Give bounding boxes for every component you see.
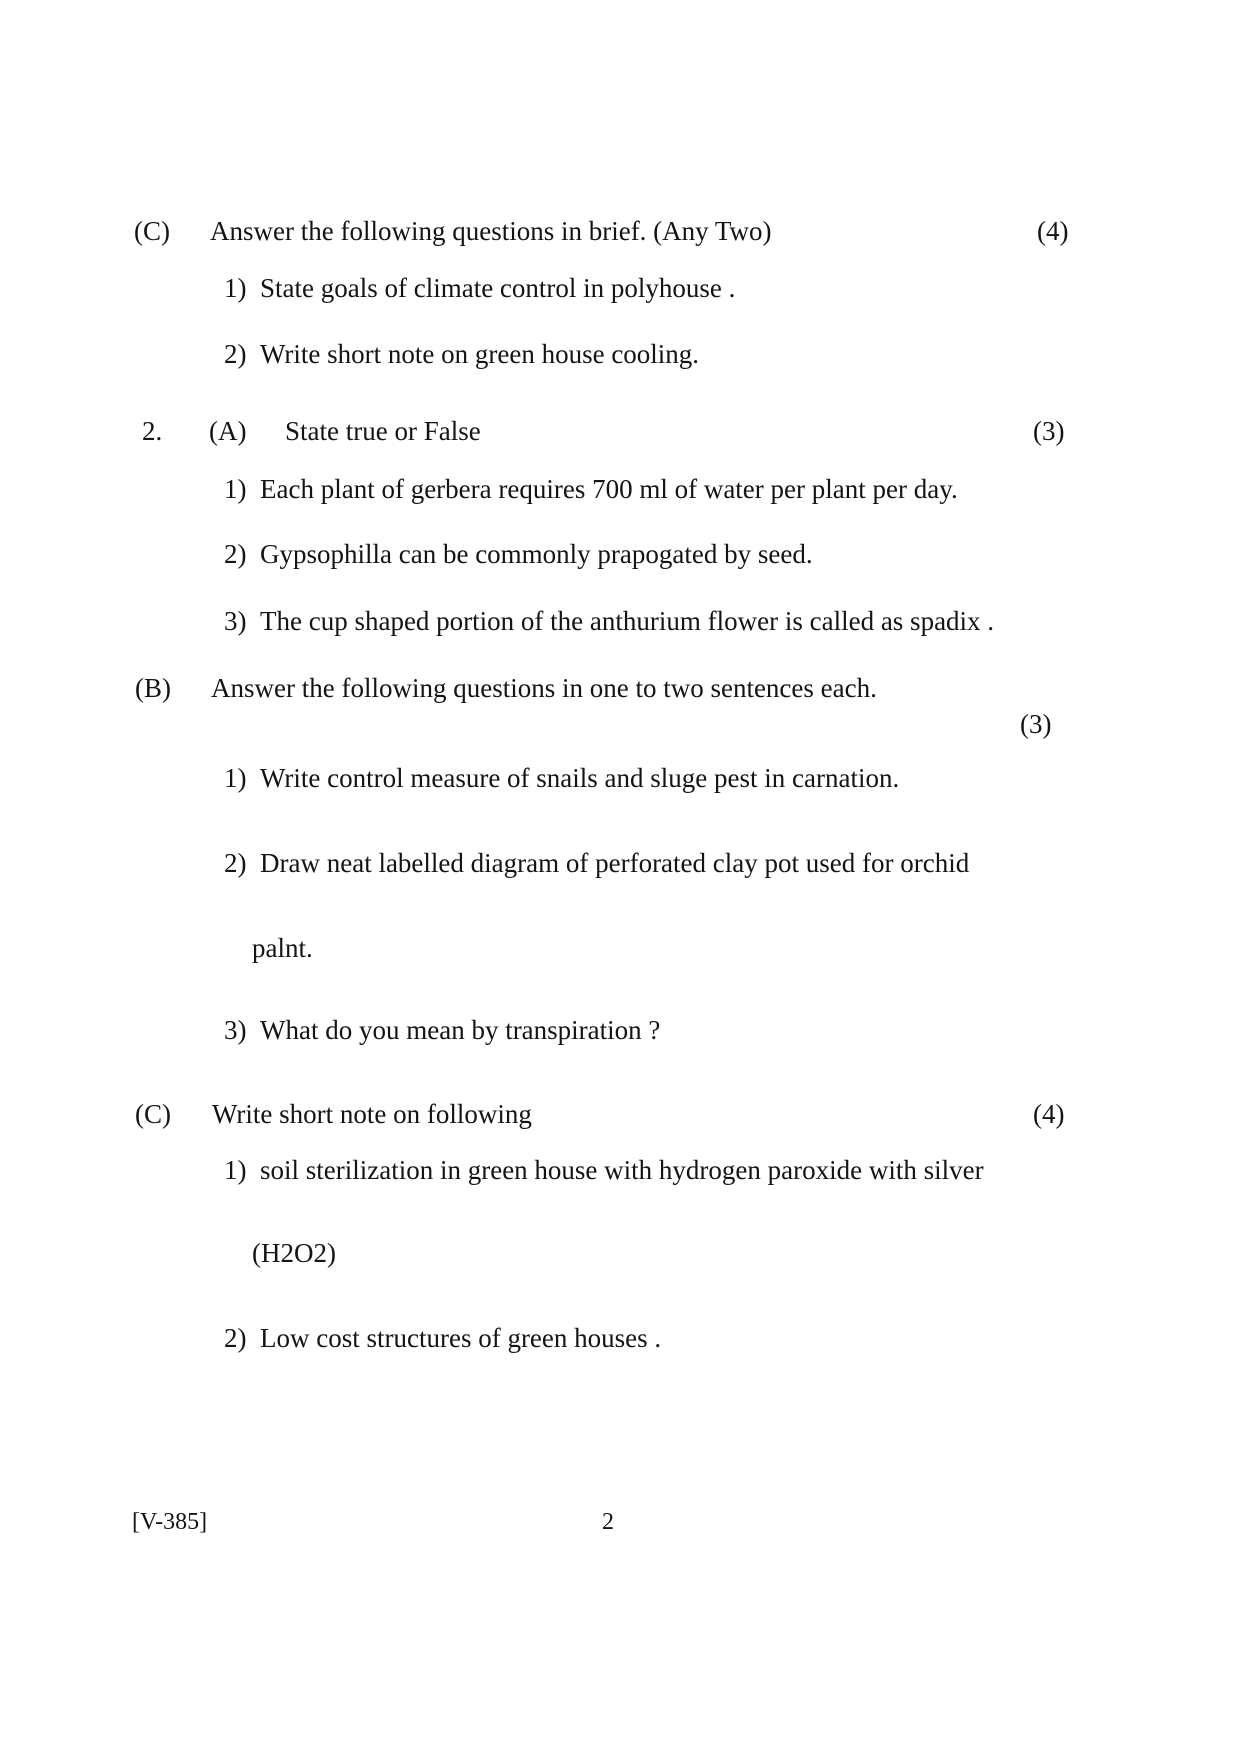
q2a-item-2-text: Gypsophilla can be commonly prapogated by seed. bbox=[260, 539, 813, 569]
q2b-item-2-text: Draw neat labelled diagram of perforated clay pot used for orchid bbox=[260, 848, 970, 878]
page-number: 2 bbox=[602, 1509, 614, 1535]
q2b-item-1-text: Write control measure of snails and sluge pest in carnation. bbox=[260, 763, 900, 793]
q1c-item-1-num: 1) bbox=[224, 273, 247, 303]
q2c-item-1-num: 1) bbox=[224, 1155, 247, 1185]
q2c-marks: (4) bbox=[1033, 1099, 1065, 1129]
q1c-item-2-num: 2) bbox=[224, 339, 247, 369]
q2c-item-1-text: soil sterilization in green house with hydrogen paroxide with silver bbox=[260, 1155, 984, 1185]
paper-code: [V-385] bbox=[132, 1509, 208, 1535]
q1c-heading: Answer the following questions in brief. (Any Two) bbox=[210, 216, 772, 246]
q2a-label: (A) bbox=[209, 416, 247, 446]
q2c-item-1-continuation: (H2O2) bbox=[252, 1238, 336, 1268]
q2c-item-2-text: Low cost structures of green houses . bbox=[260, 1323, 662, 1353]
q2b-marks: (3) bbox=[1020, 709, 1052, 739]
q1c-label: (C) bbox=[134, 216, 170, 246]
q2a-marks: (3) bbox=[1033, 416, 1065, 446]
q2b-item-3-num: 3) bbox=[224, 1015, 247, 1045]
q2-number: 2. bbox=[142, 416, 163, 446]
q2a-item-3-num: 3) bbox=[224, 606, 247, 636]
q2a-item-3-text: The cup shaped portion of the anthurium flower is called as spadix . bbox=[260, 606, 995, 636]
q2a-item-1-num: 1) bbox=[224, 474, 247, 504]
q2b-item-3-text: What do you mean by transpiration ? bbox=[260, 1015, 661, 1045]
q2a-heading: State true or False bbox=[285, 416, 481, 446]
q2b-item-1-num: 1) bbox=[224, 763, 247, 793]
q2b-label: (B) bbox=[135, 673, 171, 703]
q2a-item-1-text: Each plant of gerbera requires 700 ml of water per plant per day. bbox=[260, 474, 958, 504]
q2c-label: (C) bbox=[135, 1099, 171, 1129]
q2b-item-2-num: 2) bbox=[224, 848, 247, 878]
q2c-item-2-num: 2) bbox=[224, 1323, 247, 1353]
q1c-item-2-text: Write short note on green house cooling. bbox=[260, 339, 700, 369]
q2b-heading: Answer the following questions in one to two sentences each. bbox=[211, 673, 877, 703]
q2c-heading: Write short note on following bbox=[212, 1099, 532, 1129]
q1c-marks: (4) bbox=[1037, 216, 1069, 246]
q2b-item-2-continuation: palnt. bbox=[252, 933, 313, 963]
q1c-item-1-text: State goals of climate control in polyhouse . bbox=[260, 273, 736, 303]
q2a-item-2-num: 2) bbox=[224, 539, 247, 569]
